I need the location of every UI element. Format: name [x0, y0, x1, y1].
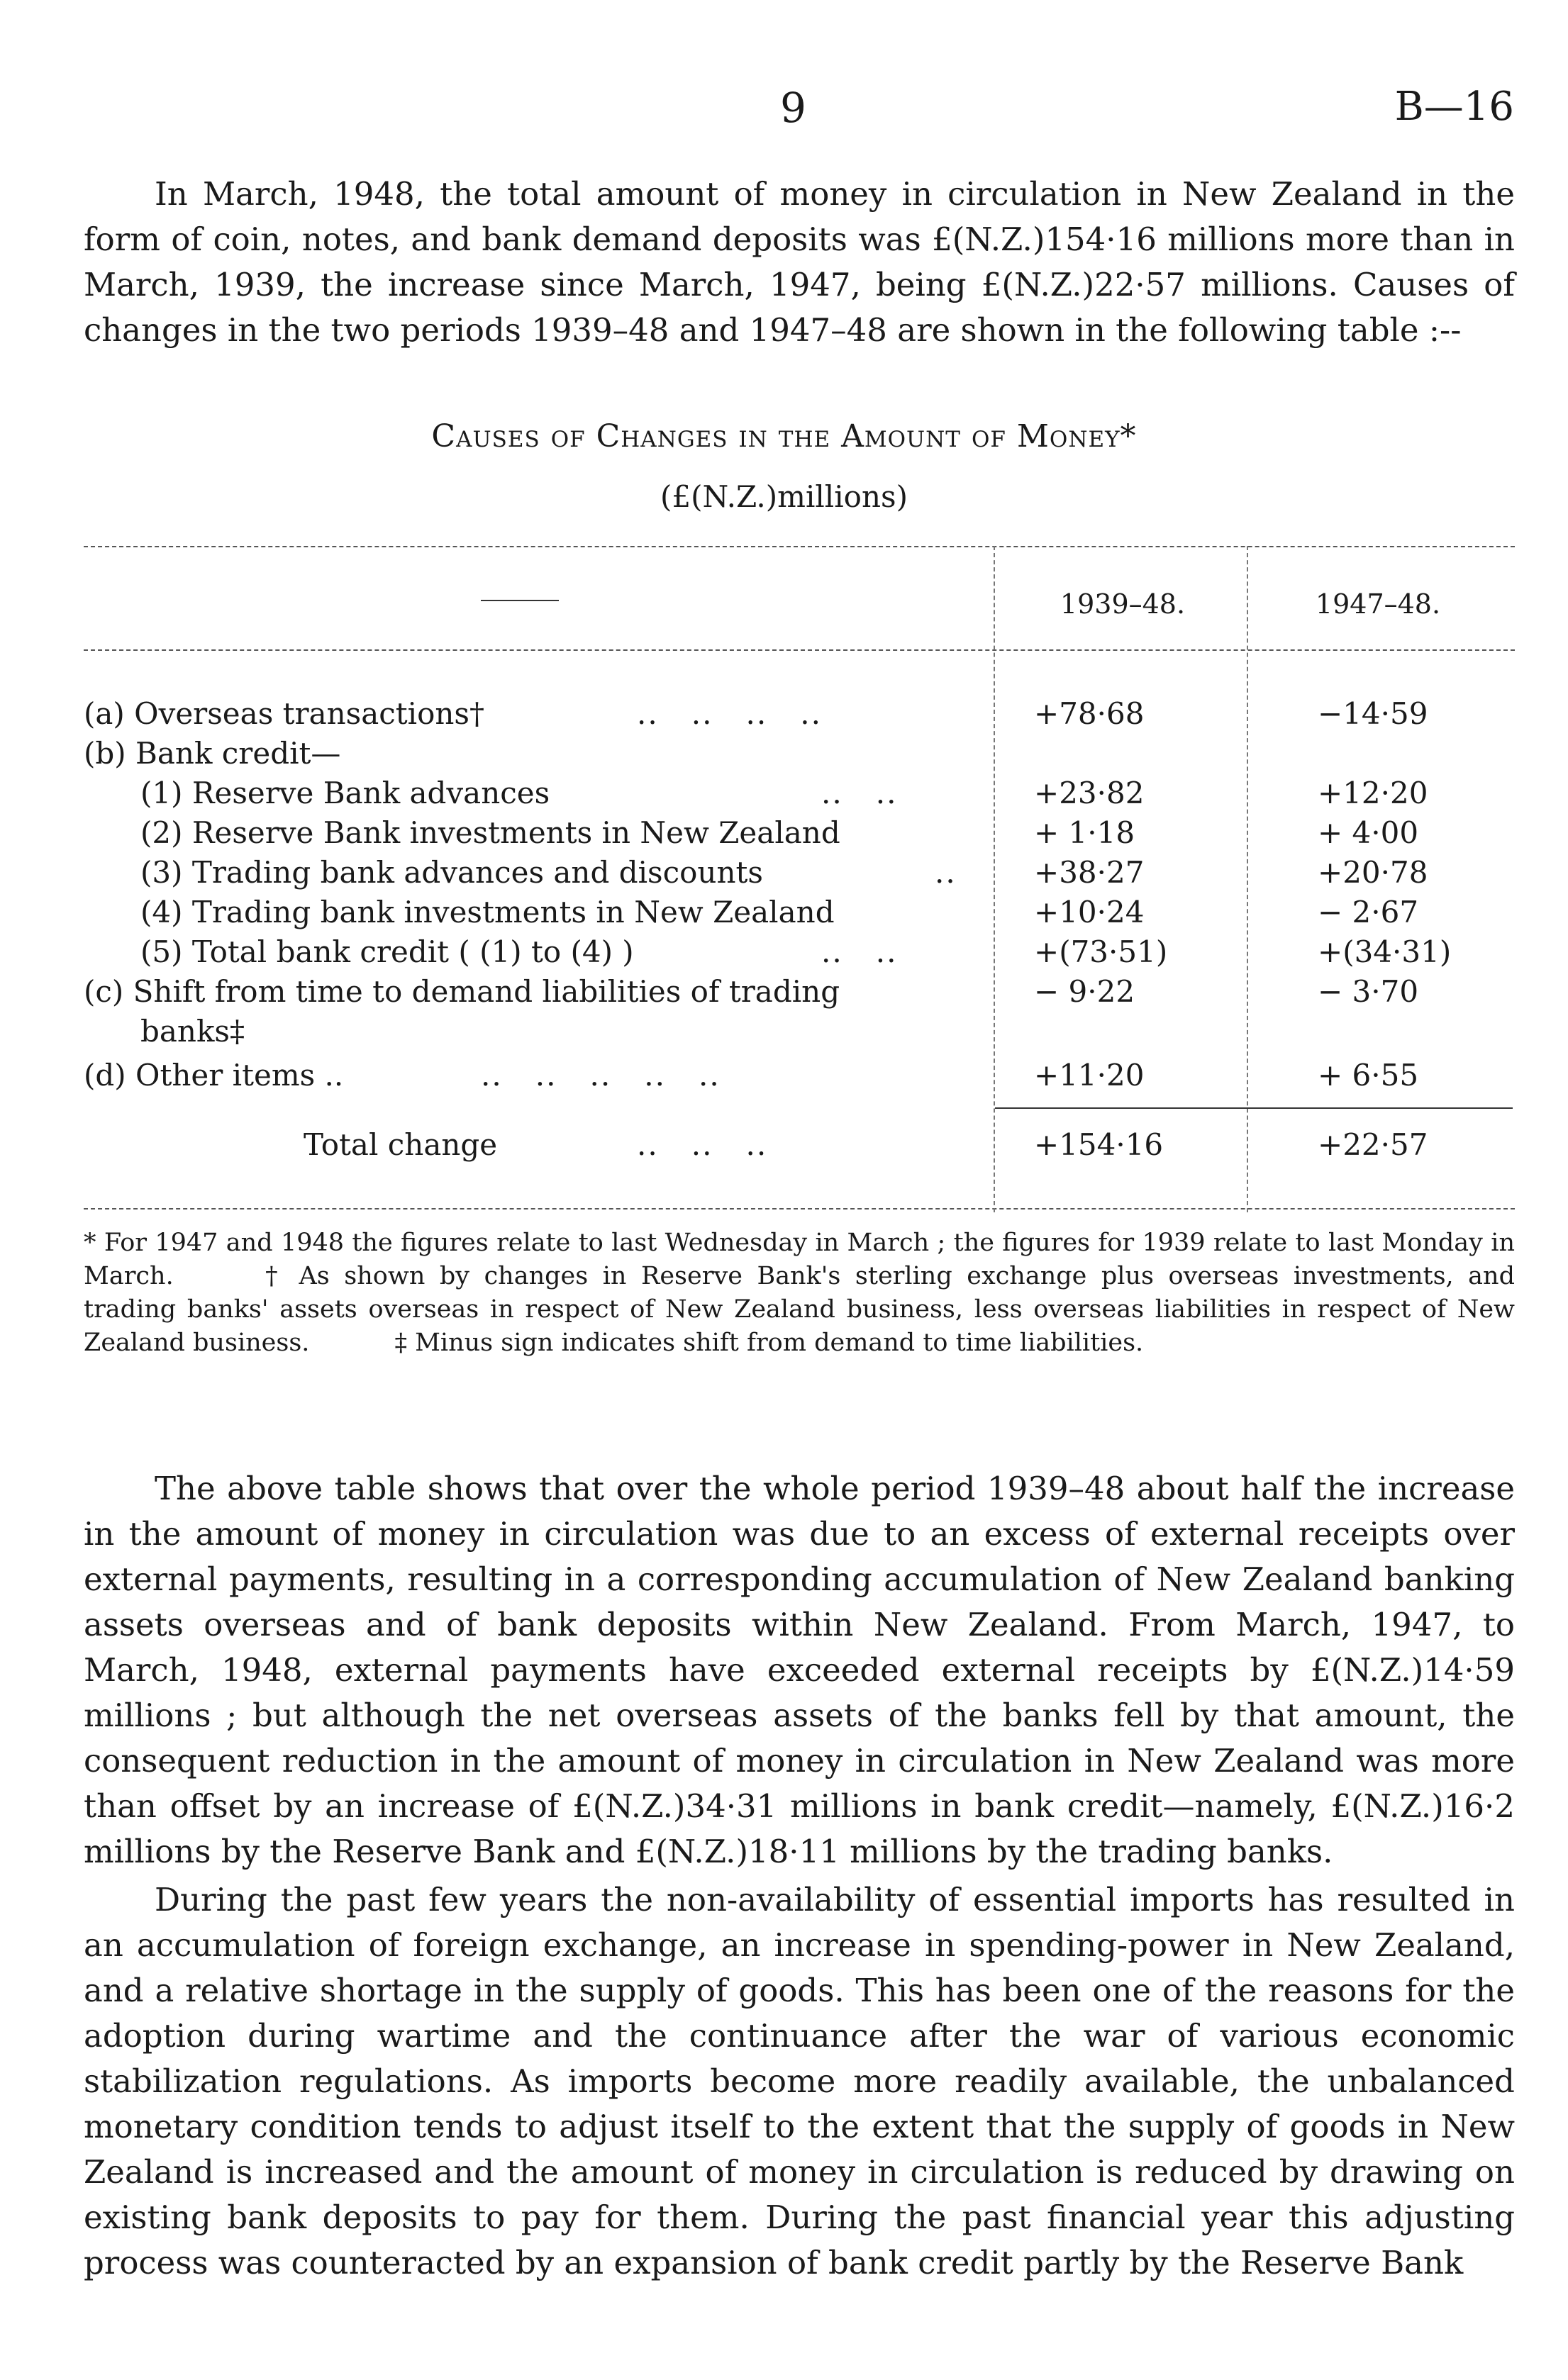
- value-1939-48: +23·82: [1034, 776, 1145, 810]
- column-header-1947-48: 1947–48.: [1315, 588, 1441, 620]
- value-1939-48: +10·24: [1034, 895, 1145, 929]
- row-label: banks‡: [140, 1014, 245, 1049]
- row-label: (2) Reserve Bank investments in New Zealand: [140, 815, 840, 850]
- value-1947-48: +20·78: [1318, 855, 1428, 890]
- value-1947-48: − 2·67: [1318, 895, 1419, 929]
- footnote-double-dagger: ‡ Minus sign indicates shift from demand to time liabilities.: [394, 1329, 1144, 1357]
- body-paragraph: The above table shows that over the whole period 1939–48 about half the increase in the amount of money in circulation was due to an excess of external receipts over external payments, resulting in a corresponding accumulation of New Zealand banking assets overseas and of bank deposits within New Zealand. From March, 1947, to March, 1948, external payments have exceeded external receipts by £(N.Z.)14·59 millions ; but although the net overseas assets of the banks fell by that amount, the consequent reduction in the amount of money in circulation in New Zealand was more than offset by an increase of £(N.Z.)34·31 millions in bank credit—namely, £(N.Z.)16·2 millions by the Reserve Bank and £(N.Z.)18·11 millions by the trading banks.: [84, 1470, 1515, 1870]
- footnote-dagger: † As shown by changes in Reserve Bank's sterling exchange plus overseas investments, and trading banks' assets overseas in respect of New Zealand business, less overseas liabilities in respect of New Zealand business.: [84, 1262, 1515, 1357]
- value-1947-48: +(34·31): [1318, 934, 1452, 969]
- value-1939-48: +78·68: [1034, 696, 1145, 731]
- total-1939-48: +154·16: [1034, 1127, 1164, 1162]
- total-1947-48: +22·57: [1318, 1127, 1428, 1162]
- leader-dots: .. .. ..: [637, 1127, 768, 1162]
- leader-dots: .. .. .. .. ..: [481, 1058, 721, 1093]
- leader-dots: .. .. .. ..: [637, 696, 822, 731]
- body-paragraph: During the past few years the non-availability of essential imports has resulted in an accumulation of foreign exchange, an increase in spending-power in New Zealand, and a relative shortage in the supply of goods. This has been one of the reasons for the adoption during wartime and the continuance after the war of various economic stabilization regulations. As imports become more readily available, the unbalanced monetary condition tends to adjust itself to the extent that the supply of goods in New Zealand is increased and the amount of money in circulation is reduced by drawing on existing bank deposits to pay for them. During the past financial year this adjusting process was counteracted by an expansion of bank credit partly by the Reserve Bank: [84, 1881, 1515, 2281]
- value-1939-48: − 9·22: [1034, 974, 1135, 1009]
- column-divider: [994, 546, 995, 1212]
- column-header-1939-48: 1939–48.: [1060, 588, 1186, 620]
- value-1947-48: − 3·70: [1318, 974, 1419, 1009]
- row-label: (4) Trading bank investments in New Zealand: [140, 895, 835, 929]
- row-label: (5) Total bank credit ( (1) to (4) ): [140, 934, 634, 969]
- total-label: Total change: [304, 1127, 498, 1162]
- page-number: 9: [780, 84, 806, 132]
- value-1939-48: +38·27: [1034, 855, 1145, 890]
- value-1947-48: +12·20: [1318, 776, 1428, 810]
- table-footnotes: [84, 1227, 1515, 1360]
- row-label: (1) Reserve Bank advances: [140, 776, 550, 810]
- table-bottom-rule: [84, 1208, 1515, 1209]
- table-header-rule: [84, 649, 1515, 651]
- value-1947-48: + 6·55: [1318, 1058, 1419, 1093]
- value-1939-48: +(73·51): [1034, 934, 1168, 969]
- value-1939-48: +11·20: [1034, 1058, 1145, 1093]
- intro-paragraph: In March, 1948, the total amount of money in circulation in New Zealand in the form of coin, notes, and bank demand deposits was £(N.Z.)154·16 millions more than in March, 1939, the increase since March, 1947, being £(N.Z.)22·57 millions. Causes of changes in the two periods 1939–48 and 1947–48 are shown in the following table :--: [84, 175, 1515, 349]
- row-label: (d) Other items ..: [84, 1058, 344, 1093]
- value-1939-48: + 1·18: [1034, 815, 1135, 850]
- value-1947-48: + 4·00: [1318, 815, 1419, 850]
- column-divider: [1247, 546, 1248, 1212]
- changes-table: [84, 546, 1515, 1212]
- document-code: B—16: [1394, 84, 1514, 130]
- value-1947-48: −14·59: [1318, 696, 1428, 731]
- table-top-rule: [84, 546, 1515, 547]
- leader-dots: .. ..: [821, 934, 898, 969]
- stub-header-dash: [481, 600, 559, 601]
- leader-dots: ..: [935, 855, 957, 890]
- row-label: (a) Overseas transactions†: [84, 696, 484, 731]
- row-label: (3) Trading bank advances and discounts: [140, 855, 763, 890]
- footnote-star: * For 1947 and 1948 the figures relate to last Wednesday in March ; the figures for 1939 relate to last Monday in March.: [84, 1229, 1515, 1290]
- table-title: Causes of Changes in the Amount of Money*: [431, 418, 1137, 454]
- leader-dots: .. ..: [821, 776, 898, 810]
- total-rule: [995, 1107, 1513, 1109]
- table-unit: (£(N.Z.)millions): [660, 479, 908, 514]
- row-label: (c) Shift from time to demand liabilities of trading: [84, 974, 840, 1009]
- row-label: (b) Bank credit—: [84, 736, 341, 771]
